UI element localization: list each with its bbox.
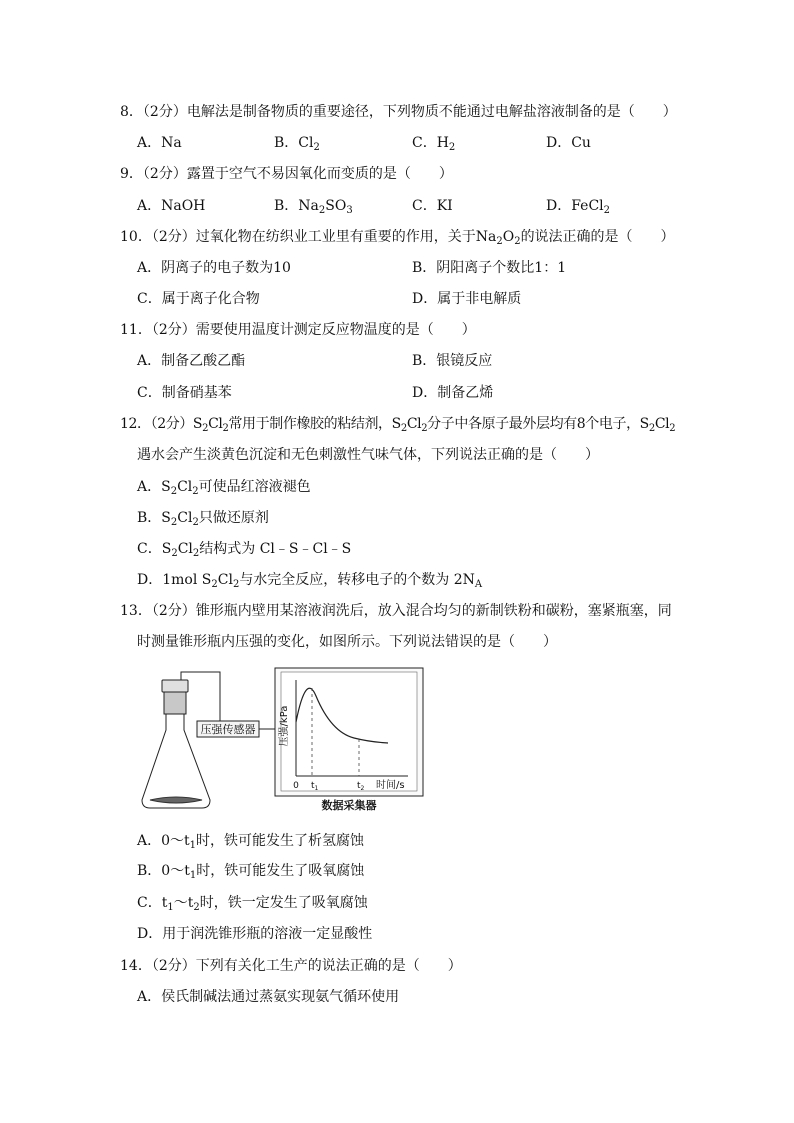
q10-stem-s1: 2 [496,236,503,247]
q13-option-a [137,831,364,851]
plot-area [281,672,417,791]
q12-d-s2: 2 [232,579,240,590]
q12-l1-t5: 分子中各原子最外层均有8个电子，S [427,416,649,432]
q13-option-d: D．用于润洗锥形瓶的溶液一定显酸性 [137,926,373,942]
q9-option-b-t1: B．Na [274,198,319,214]
q9-option-d [546,196,610,216]
q8-option-b [274,133,320,153]
q9-option-d-sub: 2 [603,205,611,216]
q12-l1-t2: Cl [208,416,223,432]
q13-b-t1: B．0～t [137,863,190,879]
flask-illustration [142,672,220,808]
q12-l1-t3: 常用于制作橡胶的粘结剂，S [228,416,401,432]
iron-carbon-powder [150,797,202,803]
q12-l1-t1: 12．（2分）S [120,416,203,432]
q13-c-s1: 1 [167,902,174,913]
q12-d-s1: 2 [211,579,218,590]
q10-option-a: A．阴离子的电子数为10 [137,260,291,276]
q8-option-b-text: B．Cl [274,135,314,151]
q12-b-s1: 2 [170,517,178,528]
q12-b-t2: Cl [177,510,193,526]
q12-a-t1: A．S [137,479,171,495]
q9-option-a: A．NaOH [137,198,206,214]
q8-option-c-text: C．H [412,135,449,151]
q12-stem-line1 [120,414,675,434]
gas-tube [181,672,220,721]
q13-option-b [137,861,364,881]
q13-a-s1: 1 [189,840,197,851]
q10-stem-t2: O [502,229,515,245]
q8-option-c-sub: 2 [448,142,456,153]
q13-a-t2: 时，铁可能发生了析氢腐蚀 [196,833,365,849]
q10-stem-t3: 的说法正确的是（ ） [520,229,675,245]
flask-stopper [162,680,188,692]
origin-label: 0 [293,781,299,791]
q13-c-t3: 时，铁一定发生了吸氧腐蚀 [199,895,368,911]
q10-stem-s2: 2 [514,236,521,247]
q12-a-t2: Cl [177,479,193,495]
q13-option-c [137,893,368,913]
q12-option-d [137,570,482,590]
q12-option-a [137,477,311,497]
q13-c-s2: 2 [193,902,200,913]
t2-label-t: t [357,781,361,791]
q13-c-t1: C．t [137,895,168,911]
q12-l1-s5: 2 [648,423,655,434]
t2-label-sub: 2 [360,785,365,792]
q12-l1-s1: 2 [202,423,209,434]
q9-option-d-text: D．FeCl [546,198,604,214]
q12-b-t1: B．S [137,510,171,526]
q12-d-t2: Cl [217,572,233,588]
q9-option-c: C．KI [412,198,453,214]
q10-stem [120,227,675,247]
q12-d-t3: 与水完全反应，转移电子的个数为 2N [239,572,475,588]
q11-stem: 11．（2分）需要使用温度计测定反应物温度的是（ ） [120,322,476,338]
t1-label-t: t [311,781,315,791]
q13-stem-line1: 13．（2分）锥形瓶内壁用某溶液润洗后，放入混合均匀的新制铁粉和碳粉，塞紧瓶塞，同 [120,603,672,619]
q12-a-s1: 2 [170,486,178,497]
q13-b-t2: 时，铁可能发生了吸氧腐蚀 [196,863,365,879]
q9-stem: 9．（2分）露置于空气不易因氧化而变质的是（ ） [120,166,453,182]
flask-stopper-lower [164,692,186,714]
q12-b-t3: 只做还原剂 [198,510,269,526]
q8-option-a: A．Na [137,135,182,151]
q9-option-b-s2: 3 [346,205,353,216]
q12-b-s2: 2 [192,517,199,528]
q12-l1-s2: 2 [222,423,229,434]
q12-l1-t4: Cl [406,416,422,432]
q10-stem-t1: 10．（2分）过氧化物在纺织业工业里有重要的作用，关于Na [120,229,497,245]
q12-a-s2: 2 [192,486,199,497]
q12-option-c [137,539,351,559]
q8-option-d: D．Cu [546,135,591,151]
q12-d-t1: D．1mol S [137,572,212,588]
q12-l1-s3: 2 [400,423,407,434]
q12-c-t1: C．S [137,541,172,557]
q12-c-t2: Cl [177,541,193,557]
q11-option-c: C．制备硝基苯 [137,385,232,401]
q10-option-d: D．属于非电解质 [412,291,522,307]
q12-l1-s4: 2 [421,423,428,434]
q12-l1-t6: Cl [654,416,670,432]
q14-stem: 14．（2分）下列有关化工生产的说法正确的是（ ） [120,958,462,974]
q12-a-t3: 可使品红溶液褪色 [198,479,311,495]
q11-option-d: D．制备乙烯 [412,385,494,401]
collector-label: 数据采集器 [321,799,377,812]
q9-option-b-t2: SO [325,198,347,214]
q13-b-s1: 1 [189,870,197,881]
q11-option-a: A．制备乙酸乙酯 [137,353,246,369]
q8-option-c [412,133,455,153]
q12-d-s3: A [474,579,483,590]
q9-option-b [274,196,353,216]
q10-option-c: C．属于离子化合物 [137,291,260,307]
q9-option-b-s1: 2 [318,205,326,216]
q13-c-t2: ～t [173,895,194,911]
q14-option-a: A．侯氏制碱法通过蒸氨实现氨气循环使用 [137,989,400,1005]
q12-l1-s6: 2 [669,423,676,434]
q12-c-s1: 2 [171,548,178,559]
q10-option-b: B．阴阳离子个数比1：1 [412,260,567,276]
sensor-label: 压强传感器 [200,723,256,736]
q12-option-b [137,508,269,528]
t1-label-sub: 1 [314,785,319,792]
x-axis-label: 时间/s [376,780,405,791]
q11-option-b: B．银镜反应 [412,353,493,369]
q13-figure [136,666,426,816]
q12-c-s2: 2 [192,548,200,559]
q12-c-t3: 结构式为 Cl﹣S﹣Cl﹣S [199,541,352,557]
q8-stem: 8．（2分）电解法是制备物质的重要途径，下列物质不能通过电解盐溶液制备的是（ ） [120,104,677,120]
q13-a-t1: A．0～t [137,833,190,849]
q12-stem-line2: 遇水会产生淡黄色沉淀和无色刺激性气味气体，下列说法正确的是（ ） [137,447,599,463]
q13-stem-line2: 时测量锥形瓶内压强的变化，如图所示。下列说法错误的是（ ） [137,634,557,650]
q8-option-b-sub: 2 [313,142,320,153]
y-axis-label: 压强/kPa [279,705,290,747]
